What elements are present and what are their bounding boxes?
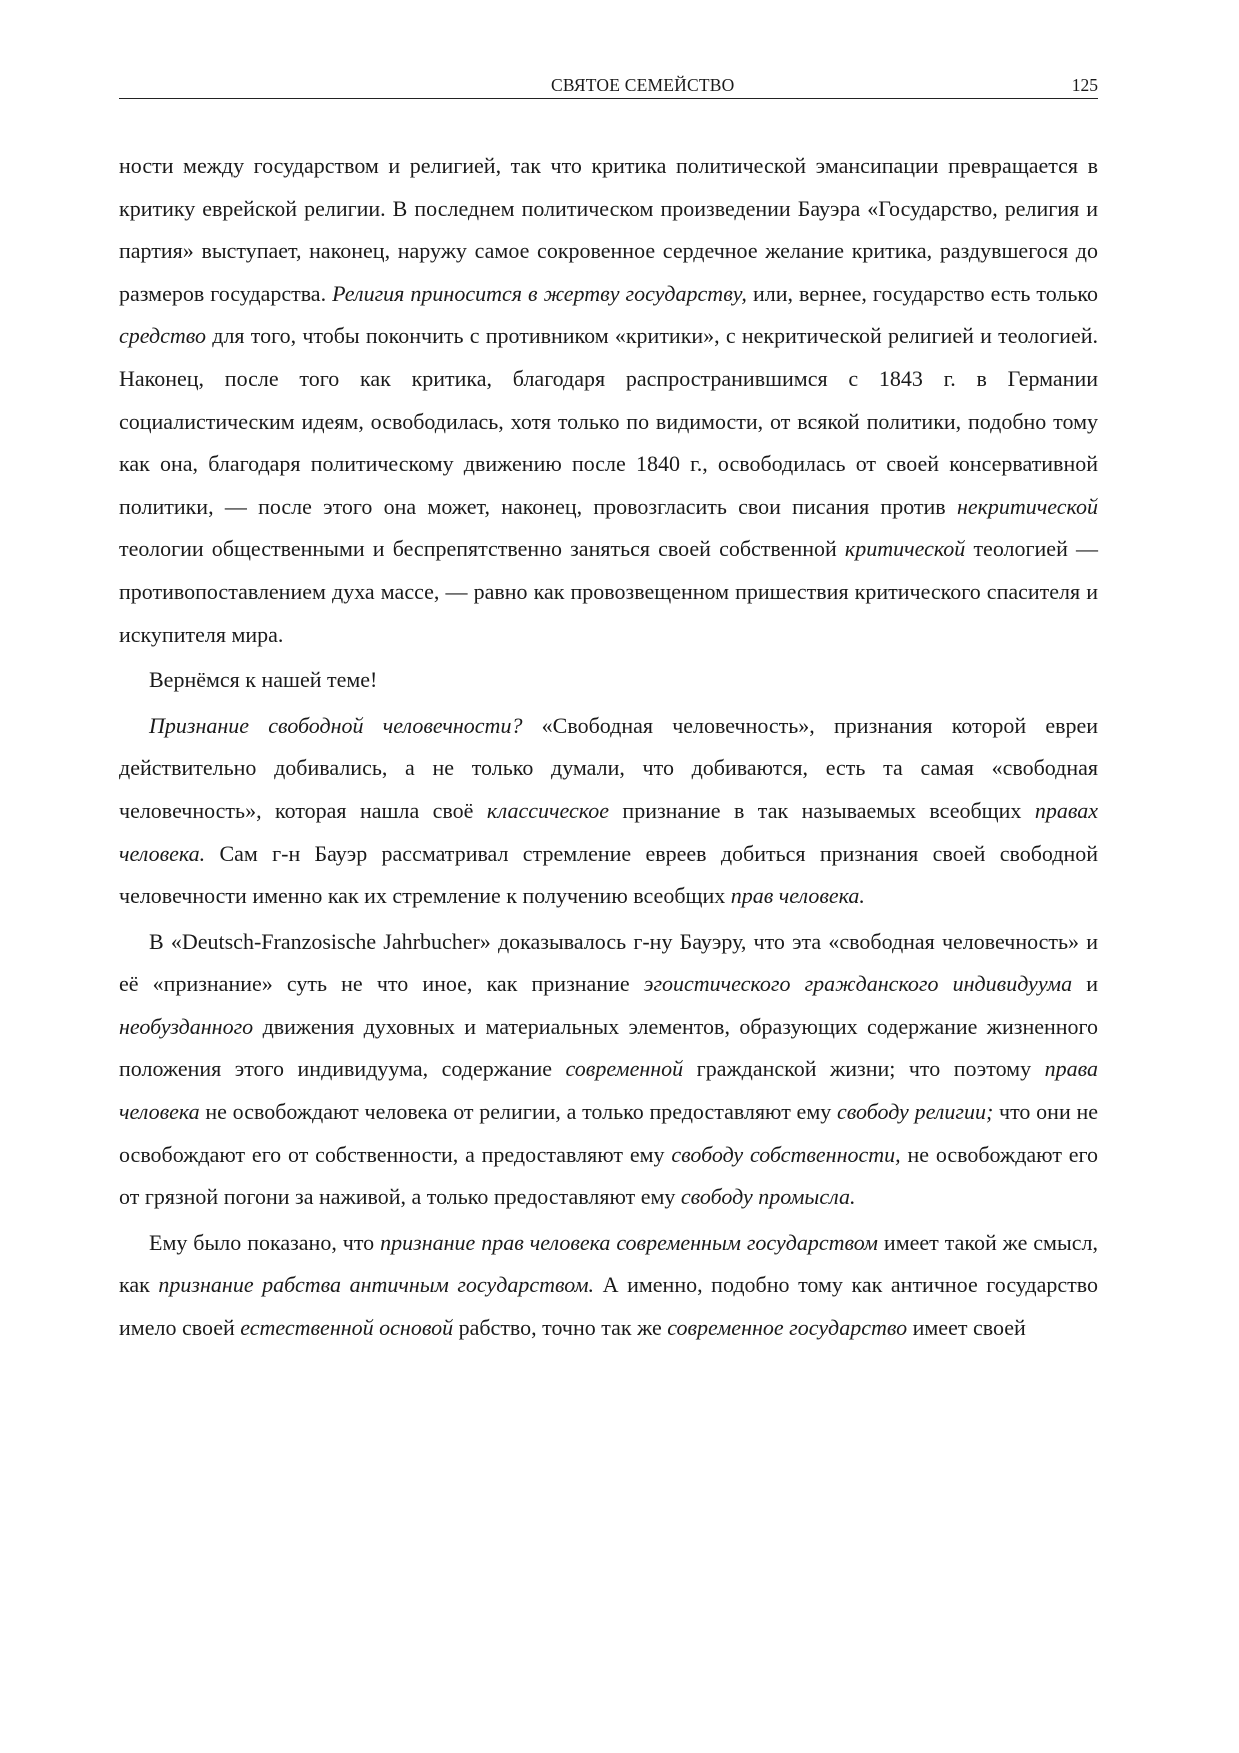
text-run: для того, чтобы покончить с противником «критики», с некритической религией и теологией. Наконец, после того как критика, благодаря распространившимся с 1843 г. в Германии социалистическим идеям, освободилась, хотя только по видимости, от всякой политики, подобно тому как она, благодаря политическому движению после 1840 г., освободилась от своей консервативной политики, — после этого она может, наконец, провозгласить свои писания против xyxy=(119,323,1098,519)
page-number: 125 xyxy=(1071,75,1098,95)
text-run: А именно, подобно тому как античное государство имело своей xyxy=(119,1272,1098,1341)
italic-run: некритической xyxy=(956,493,1098,519)
text-run: что они не освобождают его от собственности, а предоставляют ему xyxy=(119,1099,1098,1167)
page-header xyxy=(119,74,1098,99)
text-run: теологией — противопоставлением духа массе, — равно как провозвещенном пришествия критического спасителя и искупителя мира. xyxy=(119,536,1098,647)
paragraph-2 xyxy=(119,659,1098,702)
italic-run: классическое xyxy=(486,797,609,823)
italic-run: правах человека. xyxy=(119,797,1098,866)
paragraph-1 xyxy=(119,145,1098,656)
text-run: Вернёмся к нашей теме! xyxy=(149,667,378,693)
text-run: имеет своей xyxy=(907,1315,1026,1341)
text-run: движения духовных и материальных элементов, образующих содержание жизненного положения этого индивидуума, содержание xyxy=(119,1013,1098,1082)
italic-run: свободу собственности, xyxy=(671,1141,901,1167)
text-run: или, вернее, государство есть только xyxy=(746,280,1099,306)
running-title: СВЯТОЕ СЕМЕЙСТВО xyxy=(551,75,735,95)
italic-run: свободу промысла. xyxy=(680,1184,856,1210)
text-run: Сам г-н Бауэр рассматривал стремление евреев добиться признания своей свободной человечности именно как их стремление к получению всеобщих xyxy=(119,840,1098,909)
italic-run: эгоистического гражданского индивидуума xyxy=(643,971,1073,997)
text-run: гражданской жизни; что поэтому xyxy=(683,1056,1045,1082)
text-run: теологии общественными и беспрепятственно заняться своей собственной xyxy=(119,536,845,562)
paragraph-5 xyxy=(119,1222,1098,1350)
italic-run: признание рабства античным государством. xyxy=(158,1272,594,1298)
text-run: «Свободная человечность», признания которой евреи действительно добивались, а не только думали, что добиваются, есть та самая «свободная человечность», которая нашла своё xyxy=(119,712,1099,823)
paragraph-3 xyxy=(119,705,1098,918)
text-run: и xyxy=(1072,971,1098,997)
italic-run: признание прав человека современным государством xyxy=(380,1229,878,1255)
italic-run: современное государство xyxy=(667,1315,908,1341)
italic-run: Религия приносится в жертву государству, xyxy=(332,280,747,306)
italic-run: средство xyxy=(119,323,207,349)
italic-run: прав человека. xyxy=(730,883,865,909)
page-body xyxy=(119,145,1098,1350)
italic-run: необузданного xyxy=(119,1013,254,1039)
italic-run: свободу религии; xyxy=(837,1099,994,1125)
italic-run: современной xyxy=(565,1056,684,1082)
text-run: признание в так называемых всеобщих xyxy=(608,797,1035,823)
text-run: Ему было показано, что xyxy=(149,1229,381,1255)
text-run: ности между государством и религией, так что критика политической эмансипации превращается в критику еврейской религии. В последнем политическом произведении Бауэра «Государство, религия и партия» выступает, наконец, наружу самое сокровенное сердечное желание критика, раздувшегося до размеров государства. xyxy=(119,153,1098,306)
italic-run: Признание свободной человечности? xyxy=(149,712,523,738)
text-run: В «Deutsch-Franzosische Jahrbucher» доказывалось г-ну Бауэру, что эта «свободная человечность» и её «признание» суть не что иное, как признание xyxy=(119,928,1098,997)
italic-run: критической xyxy=(844,536,966,562)
text-run: не освобождают человека от религии, а только предоставляют ему xyxy=(199,1099,837,1125)
paragraph-4 xyxy=(119,921,1098,1219)
italic-run: естественной основой xyxy=(240,1315,454,1341)
text-run: имеет такой же смысл, как xyxy=(119,1229,1098,1298)
text-run: рабство, точно так же xyxy=(453,1315,668,1341)
italic-run: права человека xyxy=(119,1056,1099,1125)
text-run: не освобождают его от грязной погони за наживой, а только предоставляют ему xyxy=(119,1141,1098,1210)
